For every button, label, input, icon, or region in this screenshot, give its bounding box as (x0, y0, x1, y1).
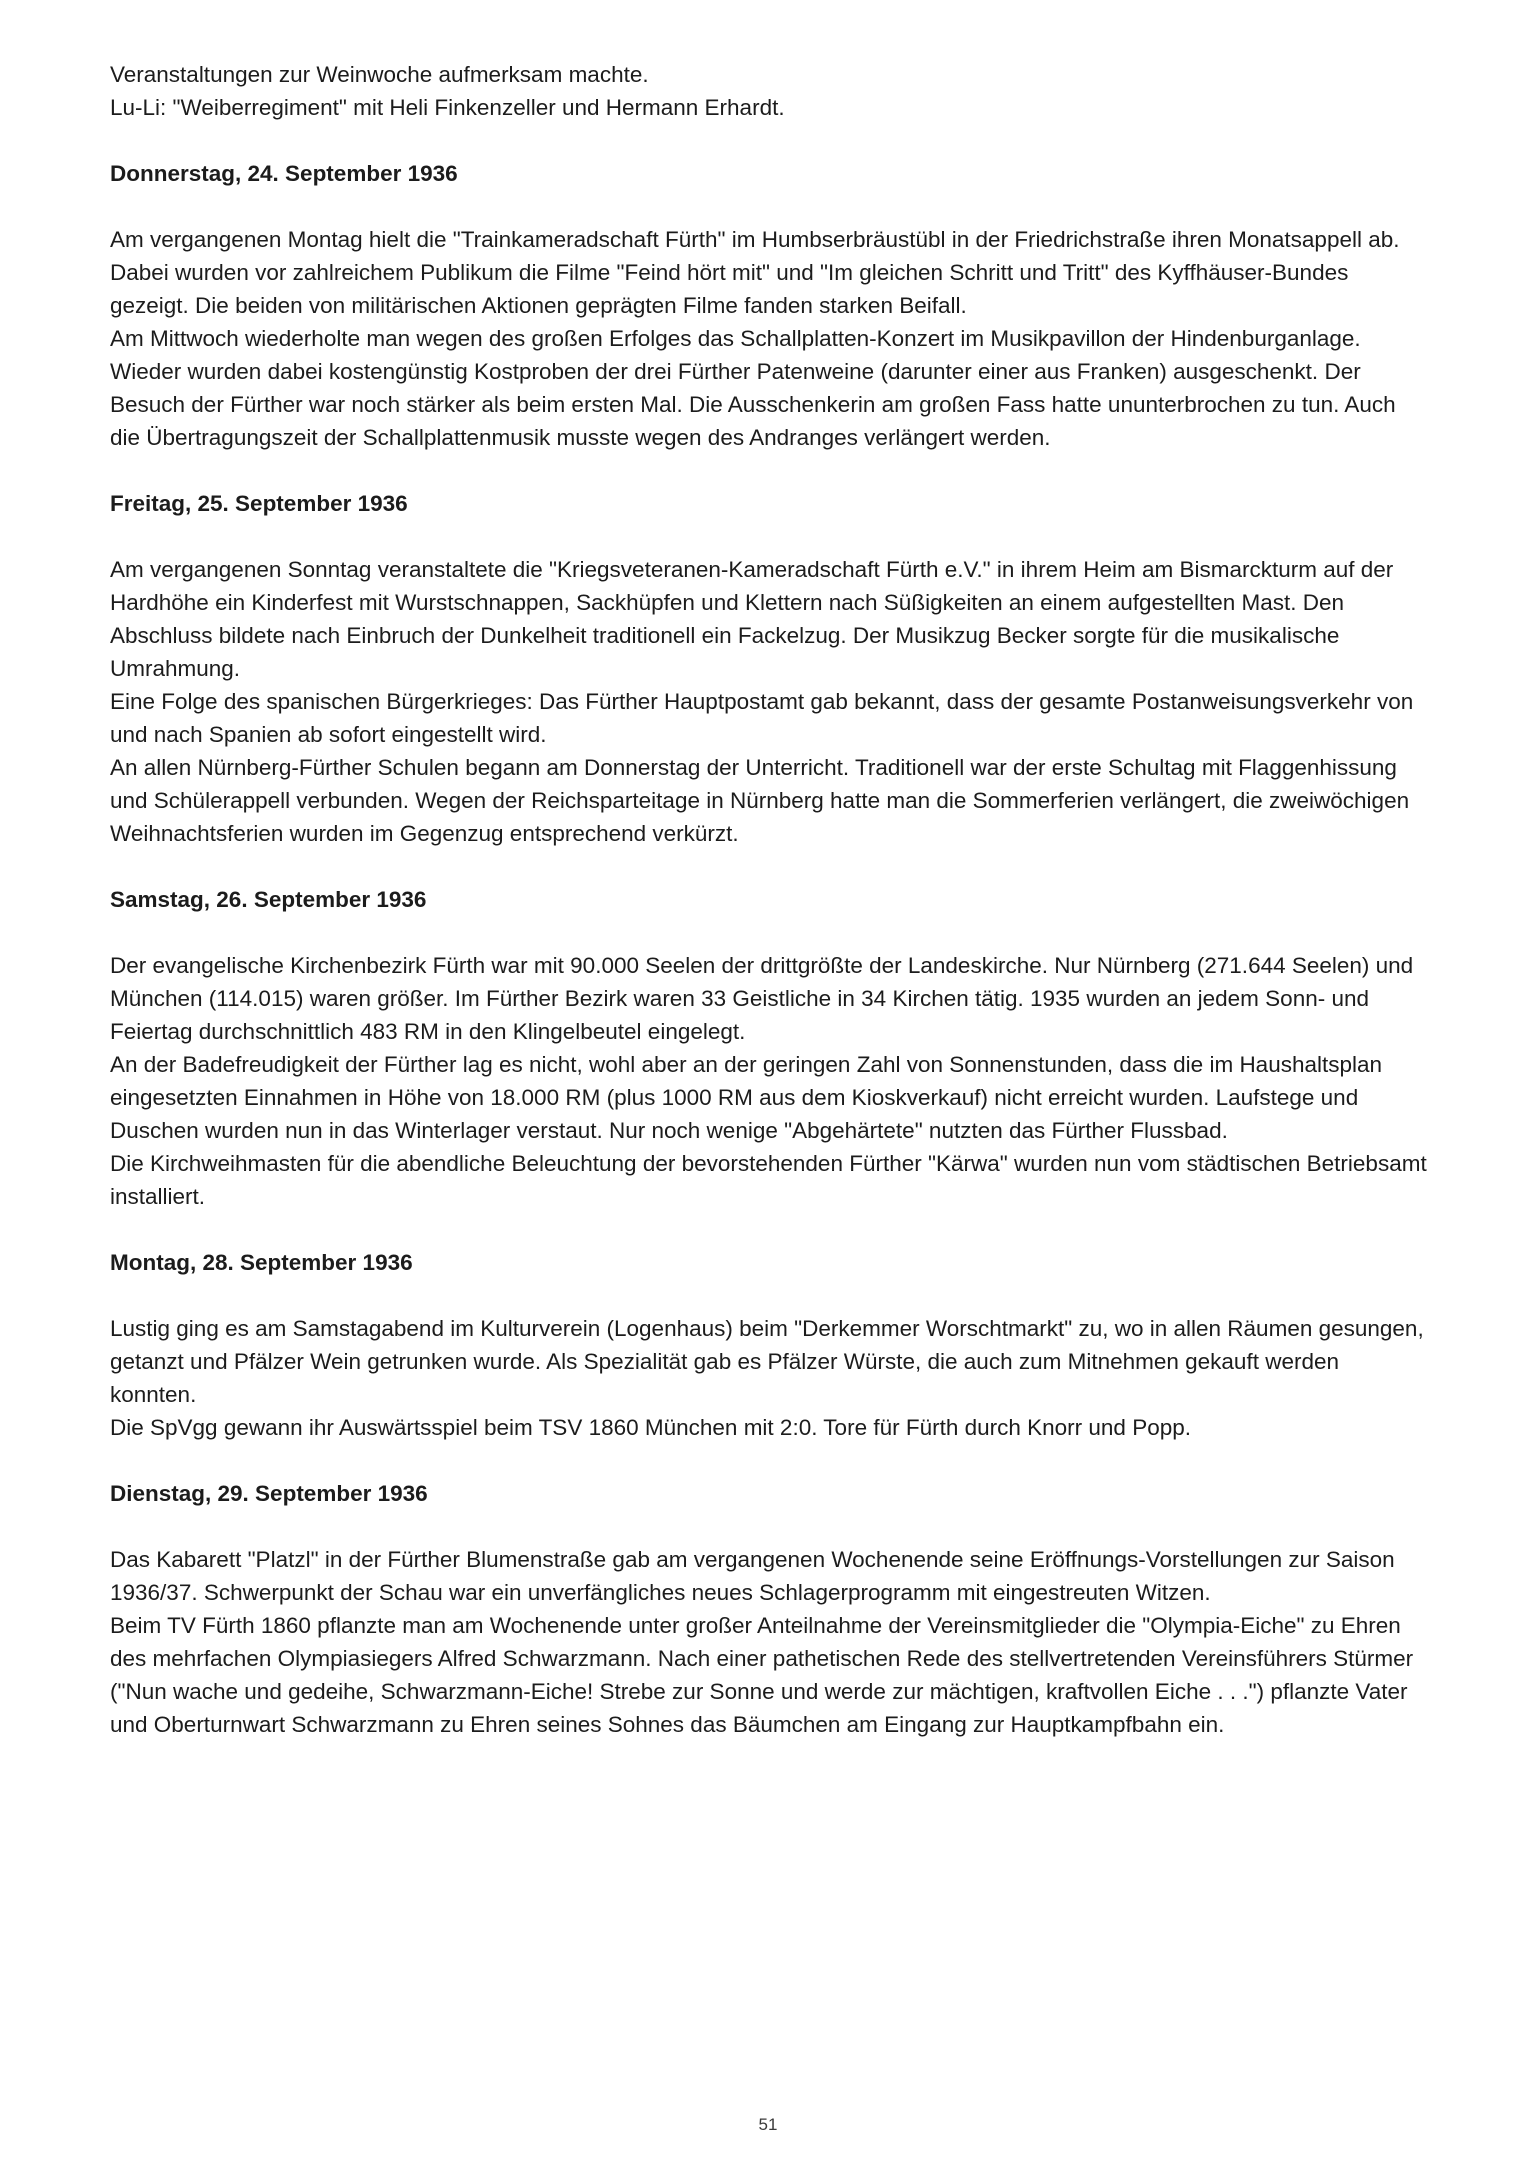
paragraph: Am vergangenen Sonntag veranstaltete die "Kriegsveteranen-Kameradschaft Fürth e.V." in ihrem Heim am Bismarckturm auf der Hardhöhe ein Kinderfest mit Wurstschnappen, Sackhüpfen und Klettern nach Süßigkeiten an einem aufgestellten Mast. Den Abschluss bildete nach Einbruch der Dunkelheit traditionell ein Fackelzug. Der Musikzug Becker sorgte für die musikalische Umrahmung. (110, 557, 1394, 681)
date-section (110, 883, 1430, 1213)
section-heading: Montag, 28. September 1936 (110, 1250, 413, 1275)
intro-block (110, 58, 1430, 124)
intro-line: Veranstaltungen zur Weinwoche aufmerksam machte. (110, 62, 649, 87)
intro-line: Lu-Li: "Weiberregiment" mit Heli Finkenzeller und Hermann Erhardt. (110, 95, 785, 120)
paragraph: An allen Nürnberg-Fürther Schulen begann am Donnerstag der Unterricht. Traditionell war der erste Schultag mit Flaggenhissung und Schülerappell verbunden. Wegen der Reichsparteitage in Nürnberg hatte man die Sommerferien verlängert, die zweiwöchigen Weihnachtsferien wurden im Gegenzug entsprechend verkürzt. (110, 755, 1410, 846)
section-heading: Freitag, 25. September 1936 (110, 491, 408, 516)
date-section (110, 487, 1430, 850)
paragraph: Eine Folge des spanischen Bürgerkrieges: Das Fürther Hauptpostamt gab bekannt, dass der gesamte Postanweisungsverkehr von und nach Spanien ab sofort eingestellt wird. (110, 689, 1414, 747)
date-section (110, 157, 1430, 454)
section-heading: Samstag, 26. September 1936 (110, 887, 427, 912)
paragraph: Das Kabarett "Platzl" in der Fürther Blumenstraße gab am vergangenen Wochenende seine Eröffnungs-Vorstellungen zur Saison 1936/37. Schwerpunkt der Schau war ein unverfängliches neues Schlagerprogramm mit eingestreuten Witzen. (110, 1547, 1395, 1605)
paragraph: Am Mittwoch wiederholte man wegen des großen Erfolges das Schallplatten-Konzert im Musikpavillon der Hindenburganlage. Wieder wurden dabei kostengünstig Kostproben der drei Fürther Patenweine (darunter einer aus Franken) ausgeschenkt. Der Besuch der Fürther war noch stärker als beim ersten Mal. Die Ausschenkerin am großen Fass hatte ununterbrochen zu tun. Auch die Übertragungszeit der Schallplattenmusik musste wegen des Andranges verlängert werden. (110, 326, 1396, 450)
paragraph: Die Kirchweihmasten für die abendliche Beleuchtung der bevorstehenden Fürther "Kärwa" wurden nun vom städtischen Betriebsamt installiert. (110, 1151, 1427, 1209)
paragraph: An der Badefreudigkeit der Fürther lag es nicht, wohl aber an der geringen Zahl von Sonnenstunden, dass die im Haushaltsplan eingesetzten Einnahmen in Höhe von 18.000 RM (plus 1000 RM aus dem Kioskverkauf) nicht erreicht wurden. Laufstege und Duschen wurden nun in das Winterlager verstaut. Nur noch wenige "Abgehärtete" nutzten das Fürther Flussbad. (110, 1052, 1383, 1143)
section-heading: Dienstag, 29. September 1936 (110, 1481, 428, 1506)
section-heading: Donnerstag, 24. September 1936 (110, 161, 458, 186)
paragraph: Die SpVgg gewann ihr Auswärtsspiel beim TSV 1860 München mit 2:0. Tore für Fürth durch Knorr und Popp. (110, 1415, 1191, 1440)
date-section (110, 1477, 1430, 1741)
date-section (110, 1246, 1430, 1444)
paragraph: Beim TV Fürth 1860 pflanzte man am Wochenende unter großer Anteilnahme der Vereinsmitglieder die "Olympia-Eiche" zu Ehren des mehrfachen Olympiasiegers Alfred Schwarzmann. Nach einer pathetischen Rede des stellvertretenden Vereinsführers Stürmer ("Nun wache und gedeihe, Schwarzmann-Eiche! Strebe zur Sonne und werde zur mächtigen, kraftvollen Eiche . . .") pflanzte Vater und Oberturnwart Schwarzmann zu Ehren seines Sohnes das Bäumchen am Eingang zur Hauptkampfbahn ein. (110, 1613, 1414, 1737)
sections (110, 157, 1430, 1741)
paragraph: Am vergangenen Montag hielt die "Trainkameradschaft Fürth" im Humbserbräustübl in der Friedrichstraße ihren Monatsappell ab. Dabei wurden vor zahlreichem Publikum die Filme "Feind hört mit" und "Im gleichen Schritt und Tritt" des Kyffhäuser-Bundes gezeigt. Die beiden von militärischen Aktionen geprägten Filme fanden starken Beifall. (110, 227, 1400, 318)
paragraph: Lustig ging es am Samstagabend im Kulturverein (Logenhaus) beim "Derkemmer Worschtmarkt" zu, wo in allen Räumen gesungen, getanzt und Pfälzer Wein getrunken wurde. Als Spezialität gab es Pfälzer Würste, die auch zum Mitnehmen gekauft werden konnten. (110, 1316, 1424, 1407)
page-number: 51 (758, 2115, 778, 2134)
paragraph: Der evangelische Kirchenbezirk Fürth war mit 90.000 Seelen der drittgrößte der Landeskirche. Nur Nürnberg (271.644 Seelen) und München (114.015) waren größer. Im Fürther Bezirk waren 33 Geistliche in 34 Kirchen tätig. 1935 wurden an jedem Sonn- und Feiertag durchschnittlich 483 RM in den Klingelbeutel eingelegt. (110, 953, 1414, 1044)
